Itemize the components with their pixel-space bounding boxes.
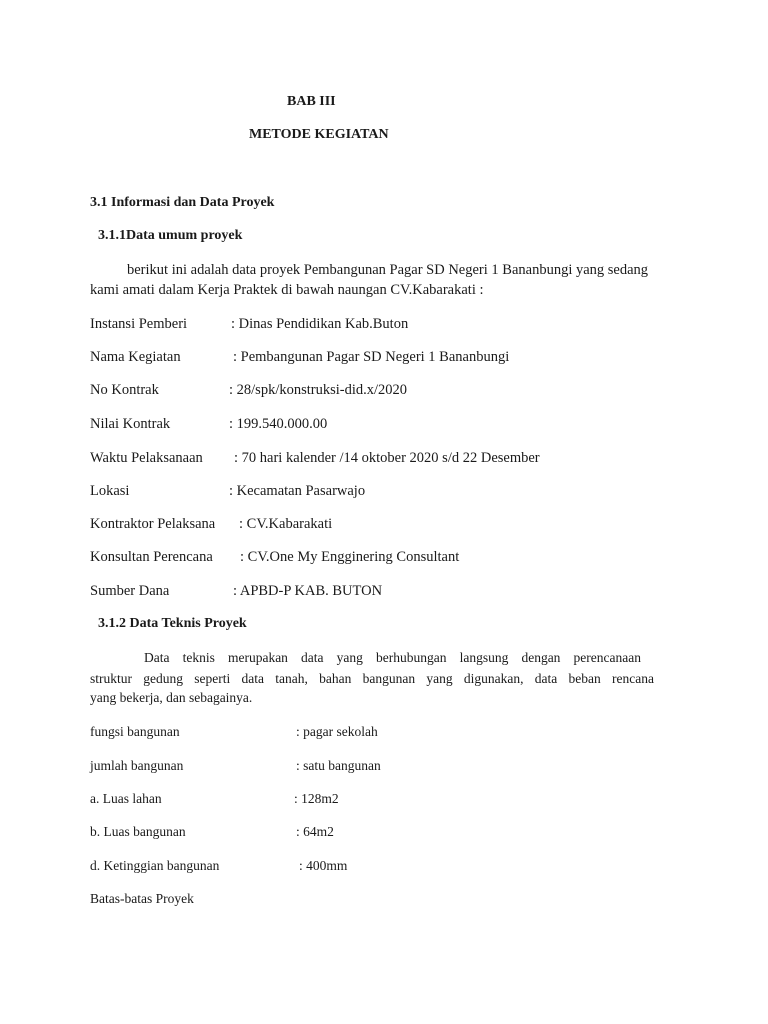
list-item-label: No Kontrak	[90, 382, 159, 398]
list-item-value: : Pembangunan Pagar SD Negeri 1 Bananbungi	[233, 349, 510, 365]
list-item-label: Instansi Pemberi	[90, 316, 188, 332]
list-item-label: Nilai Kontrak	[90, 416, 171, 432]
list-item-label: Lokasi	[90, 483, 130, 499]
list-item-value: : 199.540.000.00	[229, 416, 328, 432]
list-item-label: jumlah bangunan	[90, 758, 184, 773]
list-item-value: : 64m2	[296, 824, 334, 839]
technical-intro-line-1: Data teknis merupakan data yang berhubungan langsung dengan perencanaan	[144, 650, 641, 665]
list-item-value: : 70 hari kalender /14 oktober 2020 s/d 22 Desember	[234, 450, 540, 466]
list-item-value: : 128m2	[294, 791, 339, 806]
section-heading: 3.1 Informasi dan Data Proyek	[90, 195, 275, 210]
list-item-value: : 28/spk/konstruksi-did.x/2020	[229, 382, 408, 398]
list-item-label: Sumber Dana	[90, 583, 170, 599]
list-item-value: : CV.One My Engginering Consultant	[240, 549, 460, 565]
list-item-label: b. Luas bangunan	[90, 824, 186, 839]
list-item-label: Waktu Pelaksanaan	[90, 450, 203, 466]
list-item-label: Konsultan Perencana	[90, 549, 213, 565]
subsection-heading-general: 3.1.1Data umum proyek	[98, 228, 243, 243]
chapter-number: BAB III	[287, 94, 336, 109]
list-item-value: : CV.Kabarakati	[239, 516, 333, 532]
list-item-label: d. Ketinggian bangunan	[90, 858, 220, 873]
list-item-label: fungsi bangunan	[90, 724, 180, 739]
general-intro-line-2: kami amati dalam Kerja Praktek di bawah naungan CV.Kabarakati :	[90, 282, 484, 298]
list-item-label: Nama Kegiatan	[90, 349, 181, 365]
list-item-value: : Dinas Pendidikan Kab.Buton	[231, 316, 409, 332]
technical-intro-line-3: yang bekerja, dan sebagainya.	[90, 690, 253, 705]
boundary-label: Batas-batas Proyek	[90, 891, 194, 906]
chapter-title: METODE KEGIATAN	[249, 127, 389, 142]
subsection-heading-technical: 3.1.2 Data Teknis Proyek	[98, 616, 247, 631]
general-intro-line-1: berikut ini adalah data proyek Pembangunan Pagar SD Negeri 1 Bananbungi yang sedang	[127, 262, 649, 278]
list-item-value: : Kecamatan Pasarwajo	[229, 483, 366, 499]
list-item-value: : pagar sekolah	[296, 724, 378, 739]
technical-intro-line-2: struktur gedung seperti data tanah, bahan bangunan yang digunakan, data beban rencana	[90, 671, 654, 686]
list-item-value: : satu bangunan	[296, 758, 381, 773]
list-item-label: Kontraktor Pelaksana	[90, 516, 216, 532]
list-item-value: : APBD-P KAB. BUTON	[233, 583, 383, 599]
list-item-label: a. Luas lahan	[90, 791, 162, 806]
list-item-value: : 400mm	[299, 858, 348, 873]
